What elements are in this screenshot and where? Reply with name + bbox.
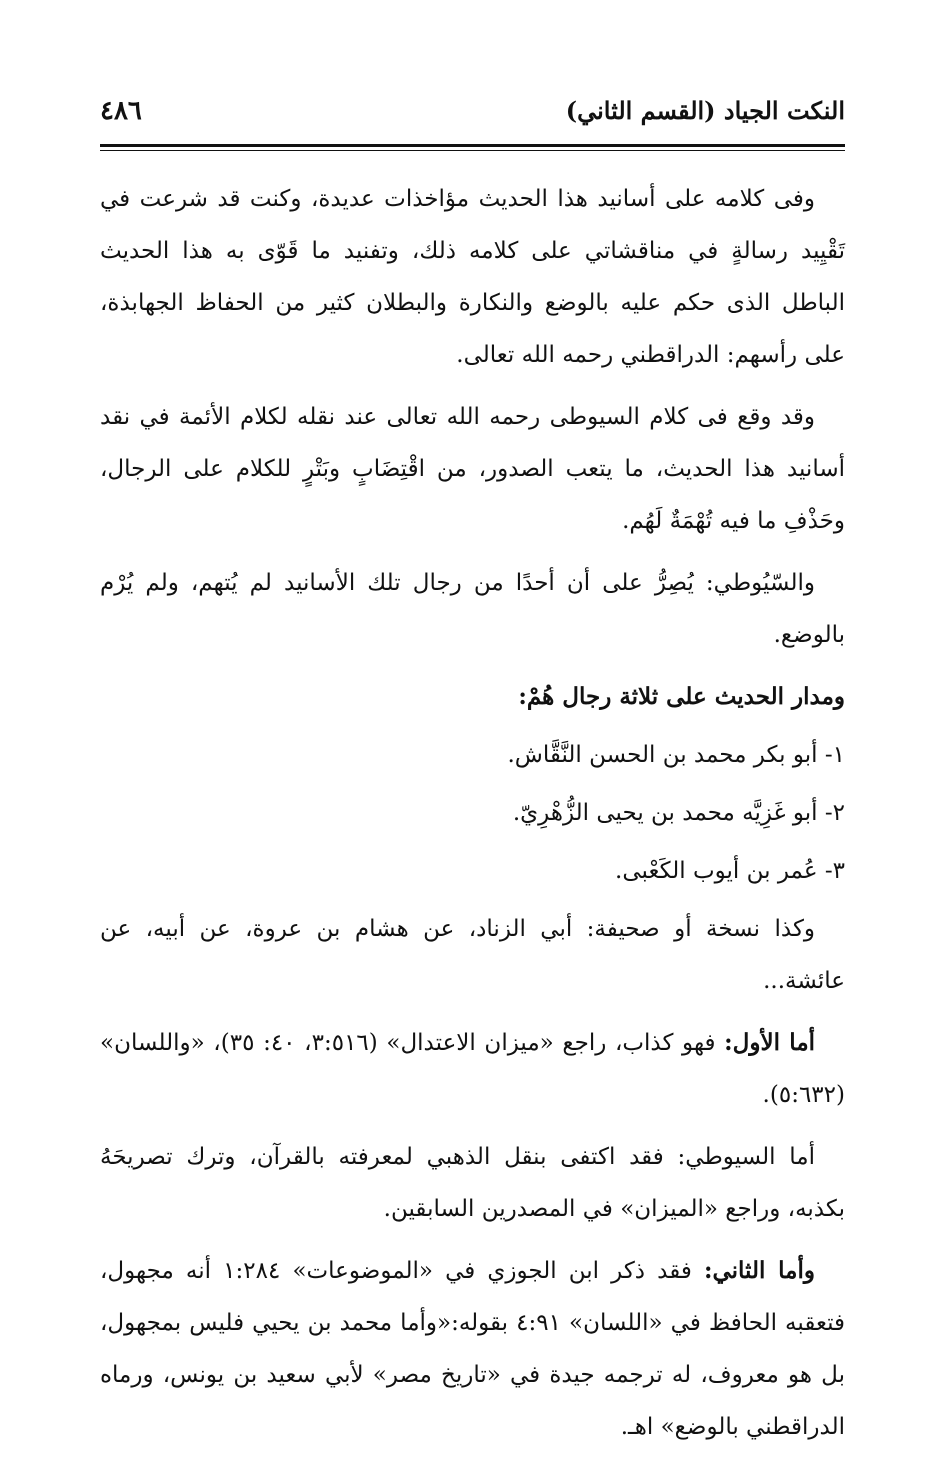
header-rule-thin <box>100 150 845 151</box>
running-title: النكت الجياد (القسم الثاني) <box>565 96 845 125</box>
page-header <box>100 84 845 144</box>
page-number: ٤٨٦ <box>100 96 142 126</box>
second-narrator-label: وأما الثاني: <box>703 1257 815 1284</box>
document-page <box>100 84 845 1463</box>
narrator-item-1: ١- أبو بكر محمد بن الحسن النَّقَّاش. <box>507 742 845 768</box>
paragraph-suyuti-quote: وقد وقع فى كلام السيوطى رحمه الله تعالى عند نقله لكلام الأئمة في نقد أسانيد هذا الحديث، ما يتعب الصدور، من اقْتِضَابٍ وبَتْرٍ للكلام على الرجال، وحَذْفِ ما فيه تُهْمَةٌ لَهُم. <box>100 404 845 534</box>
paragraph-first-narrator <box>100 1017 845 1121</box>
narrator-item-2: ٢- أبو غَزِيَّه محمد بن يحيى الزُّهْرِيّ. <box>512 800 845 826</box>
header-rule-thick <box>100 144 845 147</box>
narrator-item-3: ٣- عُمر بن أيوب الكَعْبى. <box>615 858 845 884</box>
page-body <box>100 173 845 1453</box>
paragraph-manuscript: وكذا نسخة أو صحيفة: أبي الزناد، عن هشام بن عروة، عن أبيه، عن عائشة... <box>100 916 845 994</box>
paragraph-criticism: وفى كلامه على أسانيد هذا الحديث مؤاخذات عديدة، وكنت قد شرعت في تَقْيِيد رسالةٍ في مناقشاتي على كلامه ذلك، وتفنيد ما قَوّى به هذا الحديث الباطل الذى حكم عليه بالوضع والنكارة والبطلان كثير من الحفاظ الجهابذة، على رأسهم: الدراقطني رحمه الله تعالى. <box>100 186 845 368</box>
paragraph-second-narrator <box>100 1245 845 1453</box>
second-narrator-text: فقد ذكر ابن الجوزي في «الموضوعات» ١:٢٨٤ أنه مجهول، فتعقبه الحافظ في «اللسان» ٤:٩١ بقوله:«وأما محمد بن يحيي فليس بمجهول، بل هو معروف، له ترجمه جيدة في «تاريخ مصر» لأبي سعيد بن يونس، ورماه الدراقطني بالوضع» اهـ. <box>100 1258 845 1440</box>
paragraph-suyuti-insists: والسّيُوطي: يُصِرُّ على أن أحدًا من رجال تلك الأسانيد لم يُتهم، ولم يُرْم بالوضع. <box>100 570 845 648</box>
paragraph-suyuti-comment: أما السيوطي: فقد اكتفى بنقل الذهبي لمعرفته بالقرآن، وترك تصريحَهُ بكذبه، وراجع «الميزان» في المصدرين السابقين. <box>100 1144 845 1222</box>
first-narrator-label: أما الأول: <box>724 1029 816 1056</box>
narrators-heading: ومدار الحديث على ثلاثة رجال هُمْ: <box>518 683 845 710</box>
first-narrator-text: فهو كذاب، راجع «ميزان الاعتدال» (٣:٥١٦، ٤٠: ٣٥)، «واللسان» (٥:٦٣٢). <box>100 1030 845 1108</box>
